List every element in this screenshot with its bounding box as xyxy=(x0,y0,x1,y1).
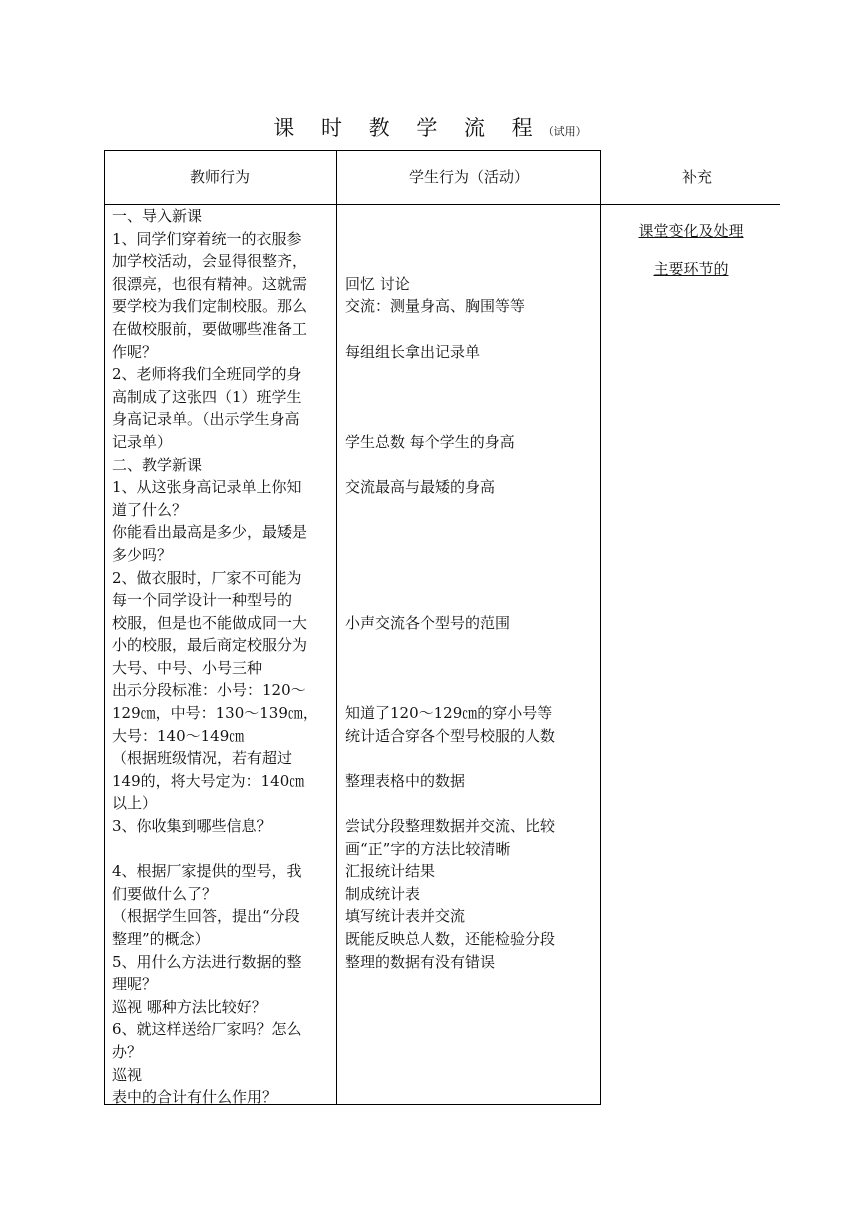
teacher-line: 一、导入新课 xyxy=(112,207,203,225)
teacher-line xyxy=(112,838,332,861)
student-line: 整理表格中的数据 xyxy=(345,771,466,790)
teacher-line: 巡视 哪种方法比较好？ xyxy=(112,997,267,1016)
teacher-line: 2、做衣服时，厂家不可能为 xyxy=(112,568,302,587)
teacher-line: 2、老师将我们全班同学的身 xyxy=(112,365,302,384)
supplement-column xyxy=(602,205,780,295)
supplement-line: 主要环节的 xyxy=(653,259,729,278)
student-line xyxy=(345,792,600,815)
student-line: 既能反映总人数，还能检验分段 xyxy=(345,930,556,948)
teacher-line: 表中的合计有什么作用？ xyxy=(112,1088,278,1107)
teacher-line: 每一个同学设计一种型号的 xyxy=(112,591,293,610)
student-line xyxy=(345,634,600,657)
student-line: 每组组长拿出记录单 xyxy=(345,342,481,361)
student-line xyxy=(345,499,600,522)
teacher-line: 149的，将大号定为：140㎝ xyxy=(112,771,305,790)
teacher-line: 大号、中号、小号三种 xyxy=(112,658,263,677)
teacher-line: 在做校服前，要做哪些准备工 xyxy=(112,319,308,338)
title-text: 课 时 教 学 流 程 xyxy=(273,116,543,140)
page-title xyxy=(0,114,860,146)
student-line: 尝试分段整理数据并交流、比较 xyxy=(345,817,556,836)
student-line xyxy=(345,521,600,544)
student-line xyxy=(345,567,600,590)
teacher-line: 6、就这样送给厂家吗？怎么 xyxy=(112,1020,302,1039)
teacher-line: 3、你收集到哪些信息？ xyxy=(112,817,272,836)
student-line xyxy=(345,318,600,341)
teacher-line: 身高记录单。（出示学生身高 xyxy=(112,410,300,429)
teacher-line: 出示分段标准：小号：120～ xyxy=(112,681,306,700)
header-supplement: 补充 xyxy=(681,168,712,186)
teacher-line: （根据班级情况，若有超过 xyxy=(112,749,293,768)
teacher-line: 很漂亮，也很有精神。这就需 xyxy=(112,274,308,293)
teacher-line: 记录单） xyxy=(112,432,173,451)
teacher-line: 二、教学新课 xyxy=(112,455,203,474)
supplement-line: 课堂变化及处理 xyxy=(638,222,744,240)
teacher-line: 多少吗？ xyxy=(112,545,173,564)
teacher-line: 作呢？ xyxy=(112,342,158,361)
teacher-line: 加学校活动，会显得很整齐， xyxy=(112,252,308,271)
teacher-line: 要学校为我们定制校服。那么 xyxy=(112,297,308,316)
student-line xyxy=(345,386,600,409)
student-line: 交流最高与最矮的身高 xyxy=(345,478,496,497)
teacher-line: 129㎝，中号：130～139㎝， xyxy=(112,704,318,723)
student-line xyxy=(345,228,600,251)
teacher-line: 1、从这张身高记录单上你知 xyxy=(112,478,302,497)
student-line: 回忆 讨论 xyxy=(345,274,410,293)
student-line xyxy=(345,250,600,273)
student-line: 学生总数 每个学生的身高 xyxy=(345,432,515,451)
teacher-line: 5、用什么方法进行数据的整 xyxy=(112,952,302,971)
teacher-line: 校服，但是也不能做成同一大 xyxy=(112,613,308,632)
student-line: 交流：测量身高、胸围等等 xyxy=(345,297,526,316)
student-line xyxy=(345,589,600,612)
student-line: 画“正”字的方法比较清晰 xyxy=(345,839,511,858)
teacher-line: 1、同学们穿着统一的衣服参 xyxy=(112,229,302,248)
teacher-line: 道了什么？ xyxy=(112,500,188,519)
student-line xyxy=(345,657,600,680)
student-line: 制成统计表 xyxy=(345,884,421,903)
teacher-behavior-column xyxy=(112,205,332,1109)
student-line xyxy=(345,544,600,567)
header-student: 学生行为（活动） xyxy=(408,168,529,186)
student-line: 整理的数据有没有错误 xyxy=(345,952,496,971)
teacher-line: 们要做什么了？ xyxy=(112,884,218,903)
student-line xyxy=(345,363,600,386)
teacher-line: 理呢？ xyxy=(112,975,158,994)
student-line: 汇报统计结果 xyxy=(345,862,436,881)
column-divider-1 xyxy=(336,150,337,1105)
teacher-line: 大号：140～149㎝ xyxy=(112,726,245,745)
title-note: （试用） xyxy=(542,125,587,138)
student-line xyxy=(345,454,600,477)
teacher-line: 巡视 xyxy=(112,1065,143,1084)
teacher-line: （根据学生回答，提出“分段 xyxy=(112,907,300,926)
student-line xyxy=(345,679,600,702)
student-line: 统计适合穿各个型号校服的人数 xyxy=(345,726,556,745)
header-teacher: 教师行为 xyxy=(189,168,250,186)
teacher-line: 整理”的概念） xyxy=(112,930,210,948)
teacher-line: 高制成了这张四（1）班学生 xyxy=(112,387,302,406)
student-line: 填写统计表并交流 xyxy=(345,907,466,926)
student-line xyxy=(345,408,600,431)
student-behavior-column xyxy=(345,205,600,973)
student-line: 小声交流各个型号的范围 xyxy=(345,613,511,632)
teacher-line: 4、根据厂家提供的型号，我 xyxy=(112,862,302,881)
student-line xyxy=(345,205,600,228)
student-line: 知道了120～129㎝的穿小号等 xyxy=(345,704,553,723)
teacher-line: 办？ xyxy=(112,1042,143,1061)
teacher-line: 你能看出最高是多少，最矮是 xyxy=(112,523,308,542)
teacher-line: 以上） xyxy=(112,794,158,813)
teacher-line: 小的校服，最后商定校服分为 xyxy=(112,636,308,655)
student-line xyxy=(345,747,600,770)
